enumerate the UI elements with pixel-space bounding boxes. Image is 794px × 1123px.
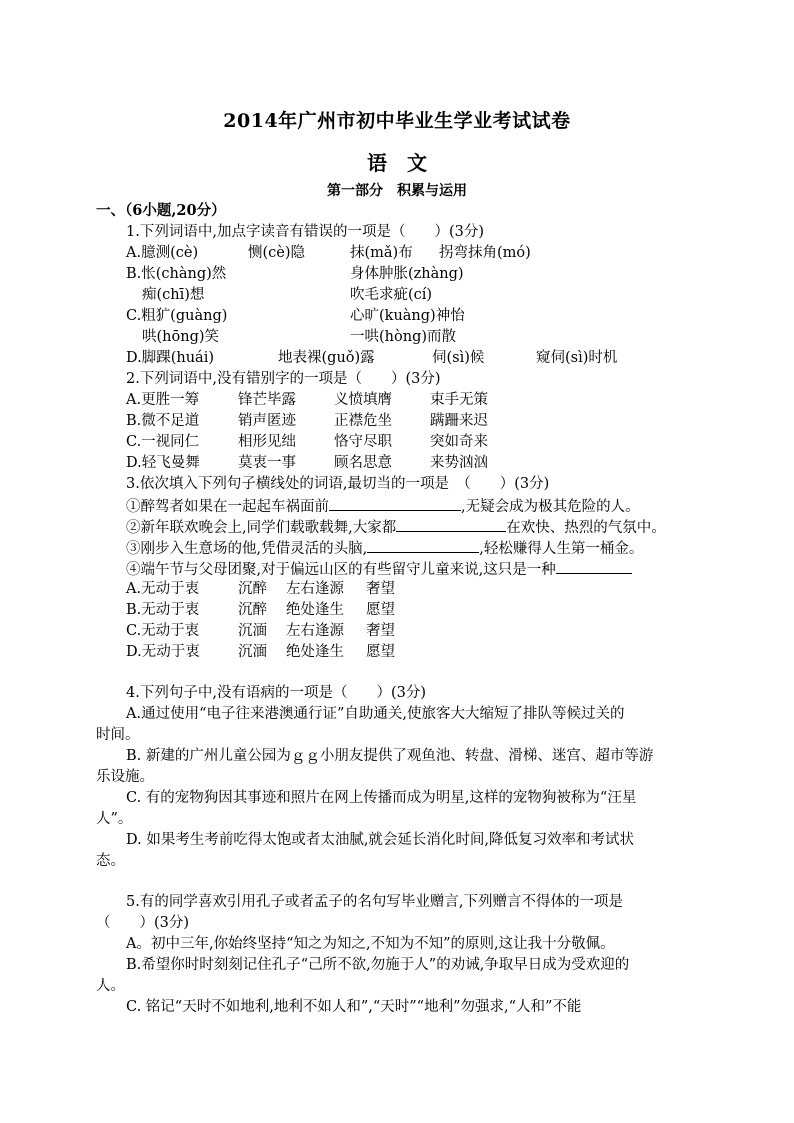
section-heading: 一、（6小题,20分）	[96, 202, 226, 219]
q3-a-2: 沉醉	[238, 581, 267, 597]
q2-a-3: 义愤填膺	[334, 392, 392, 408]
q2-c-2: 相形见绌	[238, 434, 296, 450]
q1-b-1: B.怅(chàng)然	[126, 266, 227, 282]
q3-d-4: 愿望	[366, 644, 395, 660]
q3-s4-text-a: ④端午节与父母团聚,对于偏远山区的有些留守儿童来说,这只是一种	[126, 562, 556, 578]
q1-c-3: 哄(hōng)笑	[142, 329, 220, 345]
q5-option-b-line1: B.希望你时时刻刻记住孔子“己所不欲,勿施于人”的劝诫,争取早日成为受欢迎的	[126, 957, 630, 973]
q3-d-2: 沉湎	[238, 644, 267, 660]
q3-blank-3[interactable]	[367, 538, 479, 553]
q4-option-d-line1: D. 如果考生考前吃得太饱或者太油腻,就会延长消化时间,降低复习效率和考试状	[126, 832, 635, 848]
q2-b-2: 销声匿迹	[238, 413, 296, 429]
q5-stem-line2: （ ）(3分)	[96, 915, 190, 931]
q3-b-4: 愿望	[366, 602, 395, 618]
q3-s1-text-a: ①醉驾者如果在一起起车祸面前	[126, 499, 329, 515]
q2-a-2: 锋芒毕露	[238, 392, 296, 408]
q2-b-4: 蹒跚来迟	[430, 413, 488, 429]
q1-b-4: 吹毛求疵(cí)	[350, 287, 433, 303]
q2-c-4: 突如奇来	[430, 434, 488, 450]
subject-title: 语 文	[367, 151, 427, 175]
q5-option-c-line1: C. 铭记“天时不如地利,地利不如人和”,“天时”“地利”勿强求,“人和”不能	[126, 999, 582, 1015]
q4-option-a-line2: 时间。	[96, 727, 140, 743]
q5-stem-line1: 5.有的同学喜欢引用孔子或者孟子的名句写毕业赠言,下列赠言不得体的一项是	[126, 894, 623, 910]
q1-a-3: 抹(mǎ)布	[350, 245, 413, 261]
q2-c-3: 恪守尽职	[334, 434, 392, 450]
q3-s1-text-b: ,无疑会成为极其危险的人。	[461, 499, 640, 515]
q2-b-1: B.微不足道	[126, 413, 200, 429]
q3-c-3: 左右逢源	[286, 623, 344, 639]
q1-d-3: 伺(sì)候	[432, 350, 485, 366]
q5-option-b-line2: 人。	[96, 978, 125, 994]
q3-s3-text-a: ③刚步入生意场的他,凭借灵活的头脑,	[126, 541, 368, 557]
q3-a-3: 左右逢源	[286, 581, 344, 597]
q3-b-3: 绝处逢生	[286, 602, 344, 618]
q1-b-3: 痴(chī)想	[142, 287, 205, 303]
q2-d-3: 顾名思意	[334, 455, 392, 471]
q3-s2-text-b: 在欢快、热烈的气氛中。	[506, 520, 666, 536]
q3-b-2: 沉醉	[238, 602, 267, 618]
q3-blank-1[interactable]	[329, 496, 461, 511]
q2-stem: 2.下列词语中,没有错别字的一项是（ ）(3分)	[126, 371, 441, 387]
q1-c-4: 一哄(hòng)而散	[350, 329, 457, 345]
q2-c-1: C.一视同仁	[126, 434, 200, 450]
q3-blank-4[interactable]	[556, 559, 632, 574]
q3-sentence-3	[126, 538, 643, 558]
q2-a-4: 束手无策	[430, 392, 488, 408]
q1-a-1: A.臆测(cè)	[126, 245, 199, 261]
q3-stem: 3.依次填入下列句子横线处的词语,最切当的一项是 （ ）(3分)	[126, 476, 550, 492]
q3-s3-text-b: ,轻松赚得人生第一桶金。	[479, 541, 644, 557]
part-title: 第一部分 积累与运用	[327, 183, 467, 199]
q2-b-3: 正襟危坐	[334, 413, 392, 429]
q3-d-3: 绝处逢生	[286, 644, 344, 660]
q4-option-c-line1: C. 有的宠物狗因其事迹和照片在网上传播而成为明星,这样的宠物狗被称为“汪星	[126, 790, 637, 806]
q1-c-2: 心旷(kuàng)神怡	[350, 308, 465, 324]
q3-a-1: A.无动于衷	[126, 581, 200, 597]
q1-a-4: 拐弯抹角(mó)	[439, 245, 531, 261]
q1-c-1: C.粗犷(guàng)	[126, 308, 228, 324]
q3-b-1: B.无动于衷	[126, 602, 200, 618]
q4-option-d-line2: 态。	[96, 853, 125, 869]
q3-sentence-1	[126, 496, 640, 516]
q1-d-2: 地表裸(guǒ)露	[278, 350, 375, 366]
q1-d-1: D.脚踝(huái)	[126, 350, 214, 366]
q4-stem: 4.下列句子中,没有语病的一项是（ ）(3分)	[126, 685, 426, 701]
q1-b-2: 身体肿胀(zhàng)	[350, 266, 464, 282]
q4-option-a-line1: A.通过使用“电子往来港澳通行证”自助通关,使旅客大大缩短了排队等候过关的	[126, 706, 625, 722]
q3-d-1: D.无动于衷	[126, 644, 200, 660]
q1-stem: 1.下列词语中,加点字读音有错误的一项是（ ）(3分)	[126, 224, 484, 240]
q3-a-4: 奢望	[366, 581, 395, 597]
q2-d-2: 莫衷一事	[238, 455, 296, 471]
q5-option-a: A。初中三年,你始终坚持“知之为知之,不知为不知”的原则,这让我十分敬佩。	[126, 936, 615, 952]
q3-s2-text-a: ②新年联欢晚会上,同学们载歌载舞,大家都	[126, 520, 397, 536]
q3-blank-2[interactable]	[396, 517, 506, 532]
q4-option-c-line2: 人”。	[96, 811, 133, 827]
q3-sentence-2	[126, 517, 666, 537]
q4-option-b-line2: 乐设施。	[96, 769, 154, 785]
q2-a-1: A.更胜一筹	[126, 392, 200, 408]
q3-c-4: 奢望	[366, 623, 395, 639]
q3-c-1: C.无动于衷	[126, 623, 200, 639]
exam-title: 2014年广州市初中毕业生学业考试试卷	[223, 110, 571, 132]
q1-d-4: 窥伺(sì)时机	[536, 350, 618, 366]
q2-d-1: D.轻飞曼舞	[126, 455, 200, 471]
q1-a-2: 恻(cè)隐	[248, 245, 306, 261]
q2-d-4: 来势汹汹	[430, 455, 488, 471]
q3-c-2: 沉湎	[238, 623, 267, 639]
q4-option-b-line1: B. 新建的广州儿童公园为ｇｇ小朋友提供了观鱼池、转盘、滑梯、迷宫、超市等游	[126, 748, 654, 764]
q3-sentence-4	[126, 559, 632, 579]
